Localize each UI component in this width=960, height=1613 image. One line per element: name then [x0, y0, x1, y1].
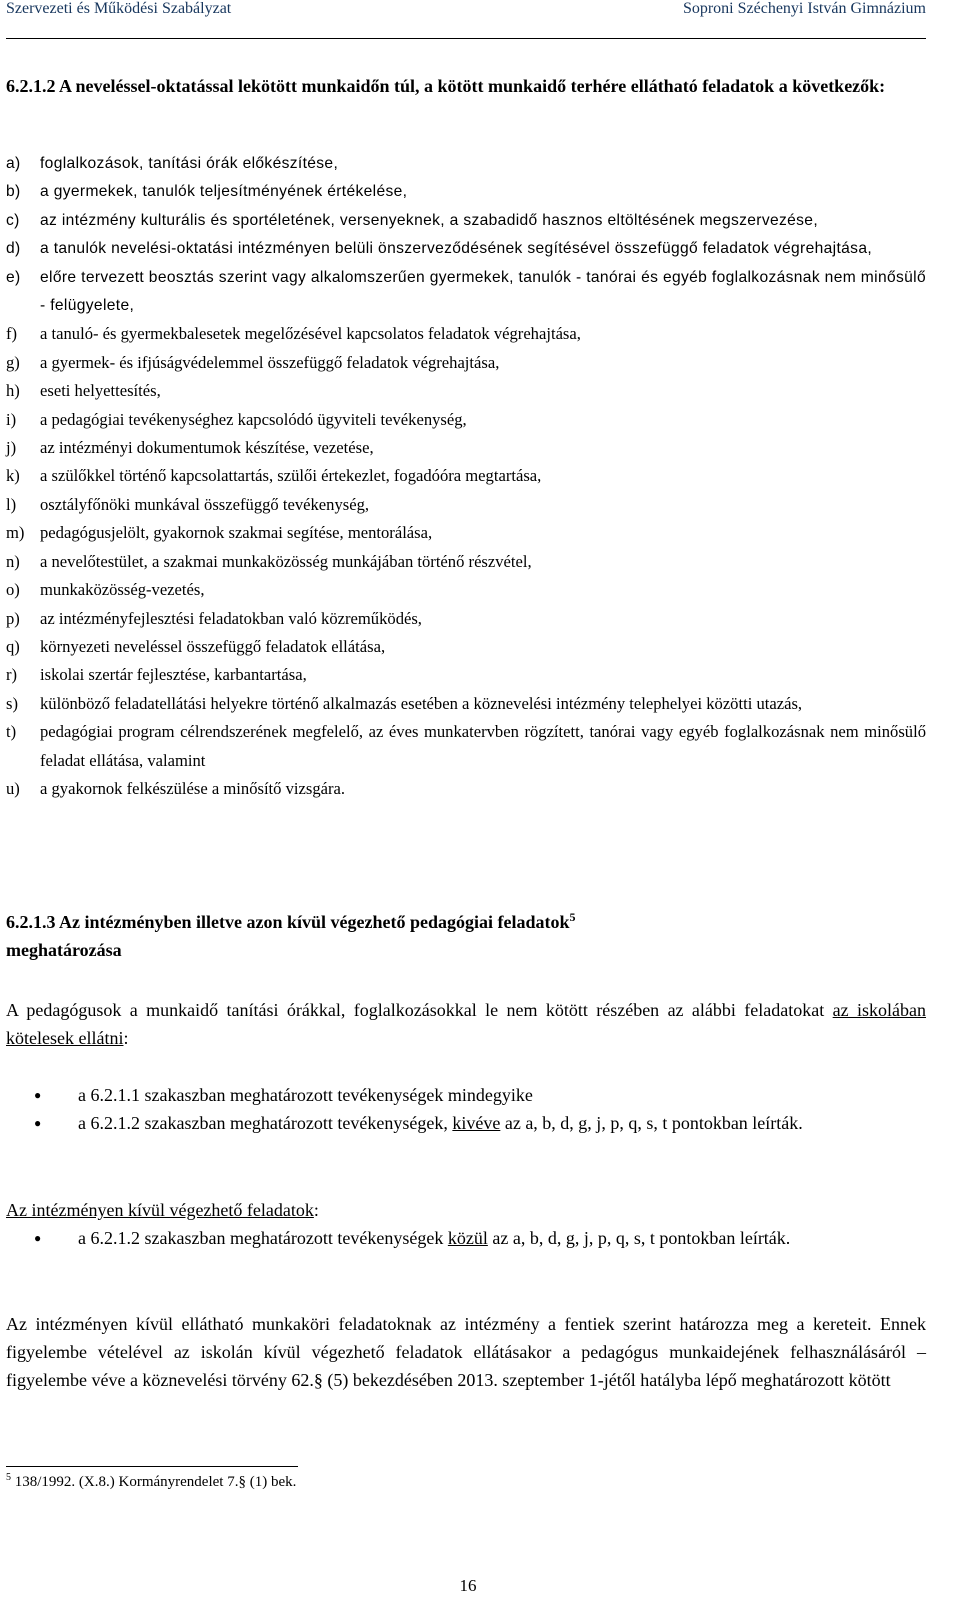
list-marker: b): [6, 183, 21, 201]
list-text: különböző feladatellátási helyekre történő alkalmazás esetében a köznevelési intézmény telephelyei közötti utazás,: [40, 693, 803, 713]
paragraph-outside-tasks: [6, 1310, 926, 1394]
list-text: a gyermekek, tanulók teljesítményének értékelése,: [40, 183, 408, 201]
list-marker: i): [6, 409, 17, 429]
list-marker: r): [6, 665, 18, 685]
paragraph-intro: [6, 996, 926, 1052]
paragraph-end: :: [123, 1028, 129, 1048]
list-marker: a): [6, 155, 21, 172]
list-text: az intézményi dokumentumok készítése, vezetése,: [40, 438, 374, 458]
section-title: A neveléssel-oktatással lekötött munkaidőn túl, a kötött munkaidő terhére ellátható feladatok a következők:: [59, 76, 886, 96]
list-text: a tanuló- és gyermekbalesetek megelőzésével kapcsolatos feladatok végrehajtása,: [40, 324, 581, 344]
bullet-item: [6, 1081, 926, 1109]
list-text: a tanulók nevelési-oktatási intézményen belüli önszerveződésének segítésével összefüggő feladatok végrehajtása,: [40, 240, 873, 258]
list-item: [6, 150, 926, 178]
list-text: pedagógusjelölt, gyakornok szakmai segítése, mentorálása,: [40, 523, 433, 543]
section-sign: §: [238, 1474, 246, 1490]
footnote-number: 5: [6, 1472, 11, 1483]
list-item: [6, 434, 926, 462]
list-item: [6, 377, 926, 405]
list-text: pedagógiai program célrendszerének megfelelő, az éves munkatervben rögzített, tanórai vagy egyéb foglalkozásnak nem minősülő feladat ellátása, valamint: [40, 722, 926, 770]
list-item: [6, 519, 926, 547]
page-number: 16: [459, 1576, 477, 1595]
list-marker: n): [6, 551, 20, 571]
list-item: [6, 207, 926, 235]
list-item: [6, 462, 926, 490]
list-item: [6, 264, 926, 321]
list-item: [6, 548, 926, 576]
list-text: előre tervezett beosztás szerint vagy alkalomszerűen gyermekek, tanulók - tanórai és egyéb foglalkozásnak nem minősülő - felügyelete,: [40, 268, 926, 315]
paragraph-text: A pedagógusok a munkaidő tanítási órákkal, foglalkozásokkal le nem kötött részében az alábbi feladatokat: [6, 1000, 825, 1020]
bullet-item: [6, 1224, 926, 1252]
list-text: iskolai szertár fejlesztése, karbantartása,: [40, 665, 307, 685]
list-item: [6, 576, 926, 604]
page-header: [6, 0, 926, 28]
list-text: munkaközösség-vezetés,: [40, 580, 205, 600]
footnote-ref: 5: [569, 910, 576, 924]
task-list: [6, 150, 926, 803]
list-item: [6, 178, 926, 206]
header-right: Soproni Széchenyi István Gimnázium: [682, 0, 926, 17]
footnote-rule: [6, 1466, 298, 1467]
list-item: [6, 406, 926, 434]
list-item: [6, 349, 926, 377]
header-left: Szervezeti és Működési Szabályzat: [6, 0, 232, 17]
underlined-phrase: kivéve: [452, 1113, 501, 1133]
underlined-phrase: az iskolában kötelesek ellátni: [6, 1000, 927, 1048]
list-marker: u): [6, 778, 20, 798]
list-text: környezeti neveléssel összefüggő feladatok ellátása,: [40, 636, 386, 656]
list-marker: k): [6, 466, 20, 486]
bullet-text: a 6.2.1.2 szakaszban meghatározott tevékenységek,: [78, 1113, 448, 1133]
bullet-text: a 6.2.1.1 szakaszban meghatározott tevékenységek mindegyike: [78, 1085, 533, 1105]
list-text: eseti helyettesítés,: [40, 381, 161, 401]
list-text: a gyermek- és ifjúságvédelemmel összefüggő feladatok végrehajtása,: [40, 352, 500, 372]
list-item: [6, 633, 926, 661]
list-marker: g): [6, 352, 20, 372]
list-item: [6, 718, 926, 775]
list-marker: e): [6, 268, 21, 286]
list-marker: j): [6, 438, 17, 458]
list-item: [6, 320, 926, 348]
list-marker: q): [6, 636, 20, 656]
section-heading-6-2-1-3: [6, 908, 926, 964]
paragraph-text-cont: (5) bekezdésében 2013. szeptember 1-jétől hatályba lépő meghatározott kötött: [327, 1370, 891, 1390]
bullet-text-end: az a, b, d, g, j, p, q, s, t pontokban leírták.: [492, 1228, 791, 1248]
list-marker: t): [6, 722, 17, 742]
list-item: [6, 690, 926, 718]
list-text: osztályfőnöki munkával összefüggő tevékenység,: [40, 494, 370, 514]
bullet-item: [6, 1109, 926, 1137]
list-item: [6, 661, 926, 689]
paragraph-outside-heading: [6, 1196, 926, 1224]
section-number: 6.2.1.3: [6, 912, 56, 932]
header-rule: [6, 38, 926, 39]
section-number: 6.2.1.2: [6, 76, 56, 96]
footnote-text-end: (1) bek.: [249, 1474, 297, 1490]
list-marker: m): [6, 523, 25, 543]
list-marker: p): [6, 608, 20, 628]
list-text: az intézmény kulturális és sportéletének, versenyeknek, a szabadidő hasznos eltöltésének megszervezése,: [40, 211, 819, 229]
paragraph-end: :: [313, 1200, 319, 1220]
list-item: [6, 235, 926, 263]
list-text: a szülőkkel történő kapcsolattartás, szülői értekezlet, fogadóóra megtartása,: [40, 466, 542, 486]
list-marker: s): [6, 693, 18, 713]
list-marker: c): [6, 211, 20, 229]
footnote: [6, 1472, 296, 1491]
footnote-text: 138/1992. (X.8.) Kormányrendelet 7.: [14, 1474, 239, 1490]
list-text: a nevelőtestület, a szakmai munkaközösség munkájában történő részvétel,: [40, 551, 532, 571]
section-heading-6-2-1-2: [6, 72, 926, 100]
bullet-icon: ●: [34, 1116, 42, 1130]
list-marker: f): [6, 324, 18, 344]
list-item: [6, 491, 926, 519]
list-text: foglalkozások, tanítási órák előkészítése,: [40, 155, 339, 172]
bullet-text-end: az a, b, d, g, j, p, q, s, t pontokban leírták.: [504, 1113, 803, 1133]
underlined-phrase: közül: [447, 1228, 488, 1248]
underlined-phrase: Az intézményen kívül végezhető feladatok: [6, 1200, 314, 1220]
list-text: az intézményfejlesztési feladatokban való közreműködés,: [40, 608, 422, 628]
list-marker: d): [6, 240, 21, 258]
list-text: a pedagógiai tevékenységhez kapcsolódó ügyviteli tevékenység,: [40, 409, 467, 429]
list-item: [6, 775, 926, 803]
list-marker: o): [6, 580, 20, 600]
bullet-text: a 6.2.1.2 szakaszban meghatározott tevékenységek: [78, 1228, 444, 1248]
list-marker: l): [6, 494, 17, 514]
paragraph-text: Az intézményen kívül ellátható munkaköri feladatoknak az intézmény a fentiek szerint határozza meg a kereteit. Ennek figyelembe vételével az iskolán kívül végezhető feladatok ellátásakor a pedagógus munkaidejének felhasználásáról – figyelembe véve a köznevelési törvény 62.: [6, 1314, 926, 1390]
list-item: [6, 605, 926, 633]
list-marker: h): [6, 381, 20, 401]
bullet-list-outside: [6, 1224, 926, 1252]
section-sign: §: [313, 1370, 323, 1390]
bullet-icon: ●: [34, 1088, 42, 1102]
section-title-cont: meghatározása: [6, 940, 122, 960]
bullet-list-in-school: [6, 1081, 926, 1137]
list-text: a gyakornok felkészülése a minősítő vizsgára.: [40, 778, 346, 798]
section-title: Az intézményben illetve azon kívül végezhető pedagógiai feladatok: [59, 912, 570, 932]
bullet-icon: ●: [34, 1231, 42, 1245]
